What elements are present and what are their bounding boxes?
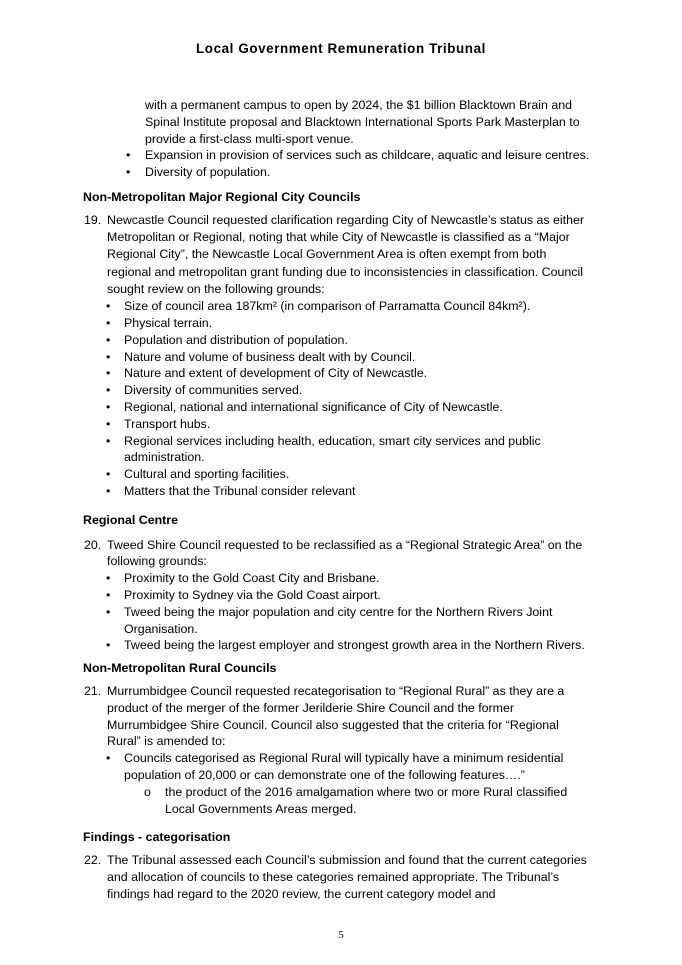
numbered-paragraph-20 (0, 537, 682, 571)
hollow-bullet-icon: o (144, 784, 151, 799)
paragraph-text: Newcastle Council requested clarification regarding City of Newcastle’s status as either Metropolitan or Regional, noting that while City of Newcastle is classified as a “Major Regional City”, the Newcastle Local Government Area is often exempt from both regional and metropolitan grant funding due to inconsistencies in classification. Council sought review on the following grounds: (107, 212, 585, 296)
bullet-item: • Cultural and sporting facilities. (106, 467, 290, 482)
numbered-paragraph-22 (0, 852, 682, 902)
section-heading: Non-Metropolitan Major Regional City Councils (83, 189, 361, 204)
bullet-item: • Nature and extent of development of City of Newcastle. (106, 366, 428, 381)
page-number: 5 (338, 929, 344, 941)
paragraph-number: 20. (84, 537, 102, 552)
bullet-item: • Councils categorised as Regional Rural will typically have a minimum residential population of 20,000 or can demonstrate one of the following features….” (106, 751, 564, 782)
bullet-icon: • (106, 299, 111, 314)
section-heading: Regional Centre (83, 512, 179, 527)
bullet-item: • Transport hubs. (106, 416, 211, 431)
criteria-sub-bullet-list (0, 784, 682, 818)
paragraph-text: Murrumbidgee Council requested recategorisation to “Regional Rural” as they are a product of the merger of the former Jerilderie Shire Council and the former Murrumbidgee Shire Council. Council also suggested that the criteria for “Regional Rural” is amended to: (107, 684, 565, 749)
bullet-item: • Regional, national and international significance of City of Newcastle. (106, 400, 503, 415)
running-header: Local Government Remuneration Tribunal (196, 41, 486, 56)
bullet-icon: • (106, 638, 111, 653)
bullet-item: • Diversity of population. (126, 165, 271, 180)
sub-bullet-item: o the product of the 2016 amalgamation where two or more Rural classified Local Governments Areas merged. (144, 784, 568, 816)
bullet-icon: • (126, 148, 131, 163)
bullet-item: • Proximity to the Gold Coast City and Brisbane. (106, 571, 380, 586)
document-body (0, 97, 682, 903)
continuation-bullet-list (0, 147, 682, 181)
grounds-bullet-list (0, 298, 682, 500)
bullet-icon: • (106, 571, 111, 586)
bullet-icon: • (106, 400, 111, 415)
paragraph-number: 22. (84, 853, 102, 868)
bullet-icon: • (106, 433, 111, 448)
bullet-item: • Size of council area 187km² (in comparison of Parramatta Council 84km²). (106, 299, 531, 314)
bullet-item: • Tweed being the major population and city centre for the Northern Rivers Joint Organisation. (106, 604, 553, 636)
bullet-icon: • (106, 604, 111, 619)
bullet-item: • Matters that the Tribunal consider relevant (106, 484, 356, 499)
numbered-paragraph-21 (0, 683, 682, 750)
continuation-paragraph: with a permanent campus to open by 2024, the $1 billion Blacktown Brain and Spinal Institute proposal and Blacktown International Sports Park Masterplan to provide a first-class multi-sport venue. (145, 98, 580, 146)
bullet-item: • Population and distribution of population. (106, 332, 348, 347)
bullet-item: • Expansion in provision of services such as childcare, aquatic and leisure centres. (126, 148, 590, 163)
paragraph-number: 21. (84, 684, 102, 698)
bullet-icon: • (106, 416, 111, 431)
bullet-item: • Nature and volume of business dealt with by Council. (106, 349, 416, 364)
paragraph-text: The Tribunal assessed each Council’s submission and found that the current categories and allocation of councils to these categories remained appropriate. The Tribunal’s findings had regard to the 2020 review, the current category model and (107, 853, 587, 901)
section-heading: Findings - categorisation (83, 830, 231, 845)
bullet-icon: • (126, 165, 131, 180)
bullet-icon: • (106, 383, 111, 398)
bullet-icon: • (106, 332, 111, 347)
bullet-icon: • (106, 316, 111, 331)
paragraph-text: Tweed Shire Council requested to be reclassified as a “Regional Strategic Area” on the following grounds: (107, 537, 583, 569)
bullet-item: • Regional services including health, education, smart city services and public administration. (106, 433, 541, 465)
bullet-item: • Proximity to Sydney via the Gold Coast airport. (106, 588, 381, 603)
criteria-bullet-list (0, 750, 682, 784)
section-heading: Non-Metropolitan Rural Councils (83, 661, 277, 676)
paragraph-number: 19. (84, 212, 102, 227)
bullet-icon: • (106, 366, 111, 381)
bullet-icon: • (106, 349, 111, 364)
bullet-item: • Diversity of communities served. (106, 383, 303, 398)
grounds-bullet-list (0, 570, 682, 654)
bullet-icon: • (106, 588, 111, 603)
bullet-item: • Physical terrain. (106, 316, 213, 331)
bullet-icon: • (106, 751, 111, 766)
bullet-item: • Tweed being the largest employer and strongest growth area in the Northern Rivers. (106, 638, 585, 653)
bullet-icon: • (106, 467, 111, 482)
bullet-icon: • (106, 484, 111, 499)
numbered-paragraph-19 (0, 212, 682, 298)
